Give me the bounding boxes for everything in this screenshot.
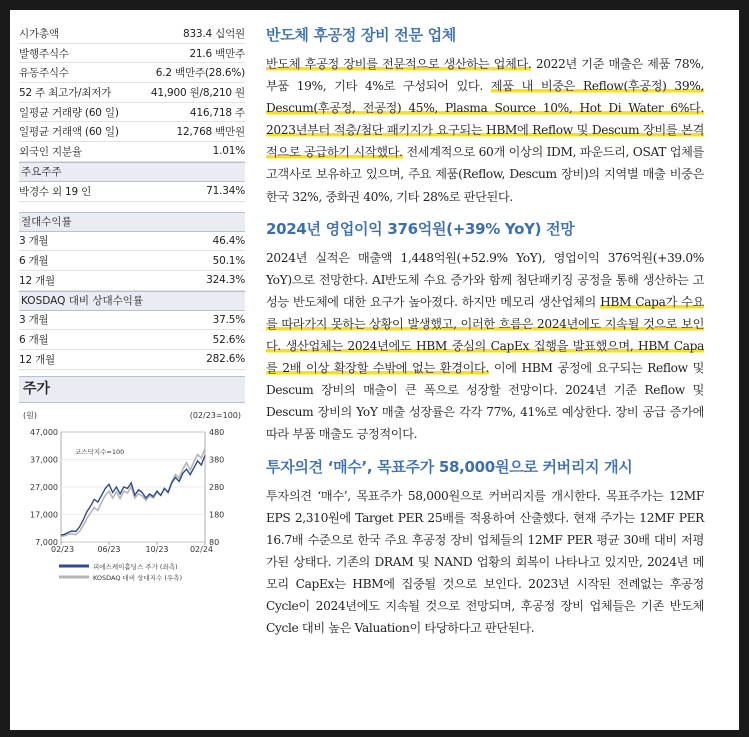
stat-value: 41,900 원/8,210 원: [150, 86, 245, 99]
rel-return-row: [19, 330, 245, 350]
relative-index-series-line: [61, 448, 205, 536]
section-heading-company: 반도체 후공정 장비 전문 업체: [266, 26, 456, 44]
legend-label-price: 피에스케이홀딩스 주가 (좌측): [93, 562, 178, 571]
return-value: 324.3%: [206, 274, 245, 287]
highlighted-text: HBM Capa가 수요를 따라가지 못하는 상황이 발생했고, 이러한 흐름은 2024년에도 지속될 것으로 보인다. 생산업체는 2024년에도 HBM 중심의 CapEx 집행을 발표했으며, HBM Capa를 2배 이상 확장할 수밖에 없는 환경이다.: [266, 294, 705, 376]
stat-value: 21.6 백만주: [189, 47, 245, 60]
report-page: [10, 10, 739, 730]
stat-row: [19, 63, 245, 83]
return-value: 52.6%: [212, 333, 245, 346]
stat-row: [19, 142, 245, 162]
stat-value: 416,718 주: [189, 106, 245, 119]
stat-label: 일평균 거래량 (60 일): [19, 106, 119, 119]
abs-return-row: [19, 232, 245, 252]
shareholders-header: 주요주주: [19, 162, 245, 182]
baseline-label: 코스닥지수=100: [75, 447, 125, 456]
x-tick-label: 02/24: [189, 544, 213, 554]
stat-row: [19, 122, 245, 142]
stat-label: 유동주식수: [19, 67, 69, 80]
period-label: 6 개월: [19, 334, 49, 347]
stat-label: 외국인 지분율: [19, 145, 82, 158]
return-value: 50.1%: [212, 254, 245, 267]
abs-return-row: [19, 251, 245, 271]
stat-row: [19, 44, 245, 64]
y-right-tick-label: 180: [209, 510, 225, 520]
rel-return-row: [19, 311, 245, 331]
period-label: 12 개월: [19, 353, 55, 366]
x-tick-label: 10/23: [145, 544, 169, 554]
period-label: 12 개월: [19, 274, 55, 287]
price-chart: [19, 406, 245, 588]
section-heading-valuation: 투자의견 ‘매수’, 목표주가 58,000원으로 커버리지 개시: [266, 457, 633, 476]
stat-value: 12,768 백만원: [176, 126, 245, 139]
shareholder-name: 박경수 외 19 인: [19, 185, 92, 198]
paragraph-company: 반도체 후공정 장비를 전문적으로 생산하는 업체다. 2022년 기준 매출은 제품 78%, 부품 19%, 기타 4%로 구성되어 있다. 제품 내 비중은 Reflow(후공정) 39%, Descum(후공정, 전공정) 45%, Plasma Source 10%, Hot Di Water 6%다. 2023년부터 적층/첨단 패키지가 요구되는 HBM에 Reflow 및 Descum 장비를 본격적으로 공급하기 시작했다. 전세계적으로 60개 이상의 IDM, 파운드리, OSAT 업체를 고객사로 보유하고 있으며, 주요 제품(Reflow, Descum 장비)의 지역별 매출 비중은 한국 32%, 중화권 40%, 기타 28%로 판단된다.: [266, 57, 704, 204]
stat-label: 일평균 거래액 (60 일): [19, 126, 119, 139]
return-value: 282.6%: [206, 353, 245, 366]
stat-row: [19, 103, 245, 123]
return-value: 37.5%: [212, 313, 245, 326]
y-left-tick-label: 37,000: [30, 455, 58, 465]
shareholder-stake: 71.34%: [206, 185, 245, 198]
stat-label: 52 주 최고가/최저가: [19, 86, 112, 99]
period-label: 3 개월: [19, 314, 49, 327]
y-left-tick-label: 17,000: [30, 510, 58, 520]
y-right-tick-label: 480: [209, 427, 225, 437]
stat-row: [19, 24, 245, 44]
period-label: 6 개월: [19, 255, 49, 268]
stock-info-panel: [19, 24, 245, 588]
highlighted-text: 제품 내 비중은 Reflow(후공정) 39%, Descum(후공정, 전공정) 45%, Plasma Source 10%, Hot Di Water 6%다. 2023년부터 적층/첨단 패키지가 요구되는 HBM에 Reflow 및 Descum 장비를 본격적으로 공급하기 시작했다.: [266, 79, 704, 160]
rel-return-header: KOSDAQ 대비 상대수익률: [19, 291, 245, 311]
stat-label: 시가총액: [19, 27, 59, 40]
return-value: 46.4%: [212, 234, 245, 247]
stat-row: [19, 83, 245, 103]
y-right-tick-label: 380: [209, 455, 225, 465]
right-axis-unit: (02/23=100): [189, 410, 241, 420]
key-stats-table: [19, 24, 245, 162]
stat-value: 833.4 십억원: [182, 27, 245, 40]
y-right-tick-label: 280: [209, 482, 225, 492]
y-left-tick-label: 7,000: [35, 537, 58, 547]
paragraph-valuation: 투자의견 ‘매수’, 목표주가 58,000원으로 커버리지를 개시한다. 목표주가는 12MF EPS 2,310원에 Target PER 25배를 적용하여 산출했다. 현재 주가는 12MF PER 16.7배 수준으로 한국 주요 후공정 장비 업체들의 12MF PER 평균 30배 대비 저평가된 상태다. 기존의 DRAM 및 NAND 업황의 회복이 나타나고 있지만, 2024년 메모리 CapEx는 HBM에 집중될 것으로 보인다. 2023년 시작된 전례없는 후공정 Cycle이 2024년에도 지속될 것으로 전망되며, 후공정 장비 업체들은 기존 반도체 Cycle 대비 높은 Valuation이 타당하다고 판단된다.: [266, 488, 704, 636]
paragraph-earnings: 2024년 실적은 매출액 1,448억원(+52.9% YoY), 영업이익 376억원(+39.0% YoY)으로 전망한다. AI반도체 수요 증가와 함께 첨단패키징 공정을 통해 생산하는 고성능 반도체에 대한 요구가 높아졌다. 하지만 메모리 생산업체의 HBM Capa가 수요를 따라가지 못하는 상황이 발생했고, 이러한 흐름은 2024년에도 지속될 것으로 보인다. 생산업체는 2024년에도 HBM 중심의 CapEx 집행을 발표했으며, HBM Capa를 2배 이상 확장할 수밖에 없는 환경이다. 이에 HBM 공정에 요구되는 Reflow 및 Descum 장비의 매출이 큰 폭으로 성장할 전망이다. 2024년 기준 Reflow 및 Descum 장비의 YoY 매출 성장률은 각각 77%, 41%로 예상한다. 장비 공급 증가에 따라 부품 매출도 긍정적이다.: [266, 250, 705, 442]
section-heading-earnings: 2024년 영업이익 376억원(+39% YoY) 전망: [266, 219, 575, 238]
y-left-tick-label: 47,000: [30, 427, 58, 437]
x-tick-label: 02/23: [51, 544, 75, 554]
y-right-tick-label: 80: [209, 537, 220, 547]
left-axis-unit: (원): [23, 410, 37, 420]
legend-label-relative: KOSDAQ 대비 상대지수 (우측): [93, 573, 182, 582]
x-tick-label: 06/23: [97, 544, 121, 554]
stat-value: 6.2 백만주(28.6%): [155, 67, 245, 80]
highlighted-text: 반도체 후공정 장비를 전문적으로 생산하는 업체다.: [266, 57, 532, 71]
price-chart-svg: [19, 406, 245, 584]
price-chart-title: 주가: [19, 376, 245, 403]
stat-value: 1.01%: [212, 145, 245, 158]
article-body: [266, 24, 704, 639]
y-left-tick-label: 27,000: [30, 482, 58, 492]
period-label: 3 개월: [19, 235, 49, 248]
rel-return-row: [19, 350, 245, 370]
shareholder-row: [19, 182, 245, 202]
stat-label: 발행주식수: [19, 47, 69, 60]
abs-return-header: 절대수익률: [19, 212, 245, 232]
abs-return-row: [19, 271, 245, 291]
